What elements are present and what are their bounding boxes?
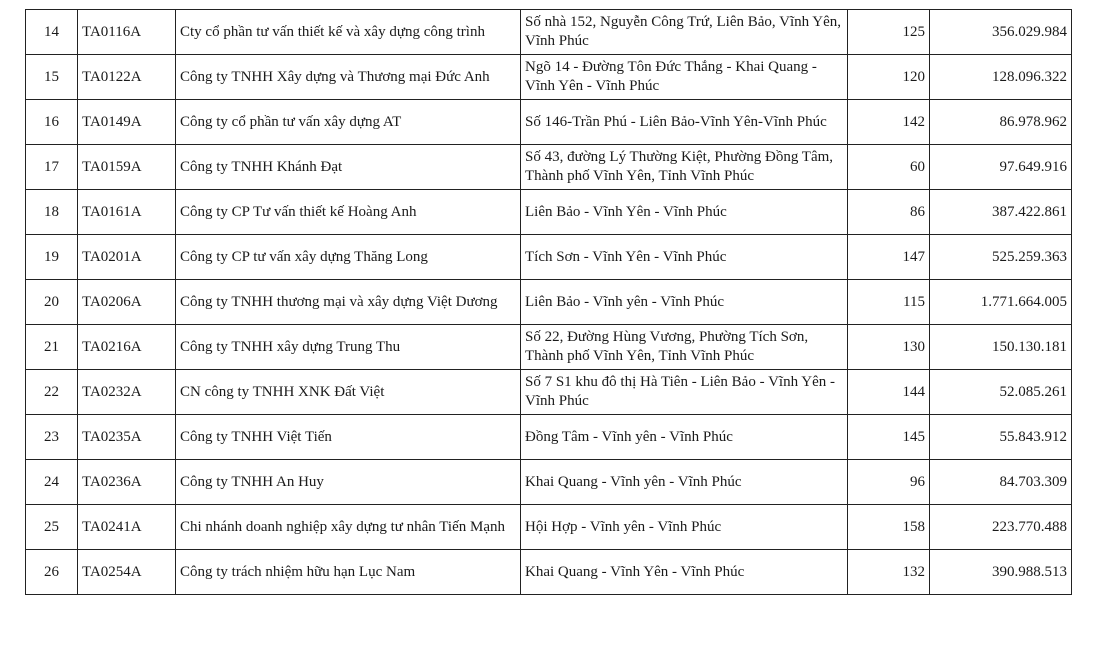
row-number-cell: 24 <box>26 460 78 505</box>
count-cell: 60 <box>848 145 930 190</box>
row-number-cell: 18 <box>26 190 78 235</box>
table-row <box>26 280 1072 325</box>
company-name-cell: Công ty TNHH xây dựng Trung Thu <box>176 325 521 370</box>
amount-cell: 97.649.916 <box>930 145 1072 190</box>
company-name-cell: Công ty TNHH An Huy <box>176 460 521 505</box>
row-number-cell: 16 <box>26 100 78 145</box>
tax-code-cell: TA0159A <box>78 145 176 190</box>
amount-cell: 52.085.261 <box>930 370 1072 415</box>
count-cell: 120 <box>848 55 930 100</box>
company-name-cell: Chi nhánh doanh nghiệp xây dựng tư nhân Tiến Mạnh <box>176 505 521 550</box>
tax-code-cell: TA0201A <box>78 235 176 280</box>
address-cell: Tích Sơn - Vĩnh Yên - Vĩnh Phúc <box>521 235 848 280</box>
row-number-cell: 22 <box>26 370 78 415</box>
table-row <box>26 145 1072 190</box>
address-cell: Liên Bảo - Vĩnh Yên - Vĩnh Phúc <box>521 190 848 235</box>
table-row <box>26 325 1072 370</box>
tax-code-cell: TA0216A <box>78 325 176 370</box>
address-cell: Liên Bảo - Vĩnh yên - Vĩnh Phúc <box>521 280 848 325</box>
row-number-cell: 23 <box>26 415 78 460</box>
count-cell: 130 <box>848 325 930 370</box>
address-cell: Số 146-Trần Phú - Liên Bảo-Vĩnh Yên-Vĩnh Phúc <box>521 100 848 145</box>
company-name-cell: Công ty TNHH thương mại và xây dựng Việt Dương <box>176 280 521 325</box>
table-row <box>26 505 1072 550</box>
count-cell: 115 <box>848 280 930 325</box>
amount-cell: 390.988.513 <box>930 550 1072 595</box>
table-row <box>26 370 1072 415</box>
company-name-cell: CN công ty TNHH XNK Đất Việt <box>176 370 521 415</box>
table-row <box>26 190 1072 235</box>
count-cell: 132 <box>848 550 930 595</box>
tax-code-cell: TA0149A <box>78 100 176 145</box>
amount-cell: 84.703.309 <box>930 460 1072 505</box>
address-cell: Số 7 S1 khu đô thị Hà Tiên - Liên Bảo - Vĩnh Yên - Vĩnh Phúc <box>521 370 848 415</box>
row-number-cell: 15 <box>26 55 78 100</box>
company-name-cell: Công ty trách nhiệm hữu hạn Lục Nam <box>176 550 521 595</box>
table-row <box>26 550 1072 595</box>
amount-cell: 55.843.912 <box>930 415 1072 460</box>
row-number-cell: 25 <box>26 505 78 550</box>
tax-code-cell: TA0236A <box>78 460 176 505</box>
count-cell: 125 <box>848 10 930 55</box>
tax-code-cell: TA0232A <box>78 370 176 415</box>
tax-code-cell: TA0235A <box>78 415 176 460</box>
count-cell: 145 <box>848 415 930 460</box>
company-table <box>25 9 1072 595</box>
company-name-cell: Cty cổ phần tư vấn thiết kế và xây dựng công trình <box>176 10 521 55</box>
table-body <box>26 10 1072 595</box>
table-row <box>26 235 1072 280</box>
address-cell: Số 22, Đường Hùng Vương, Phường Tích Sơn, Thành phố Vĩnh Yên, Tỉnh Vĩnh Phúc <box>521 325 848 370</box>
company-name-cell: Công ty cổ phần tư vấn xây dựng AT <box>176 100 521 145</box>
amount-cell: 387.422.861 <box>930 190 1072 235</box>
row-number-cell: 26 <box>26 550 78 595</box>
row-number-cell: 20 <box>26 280 78 325</box>
address-cell: Hội Hợp - Vĩnh yên - Vĩnh Phúc <box>521 505 848 550</box>
amount-cell: 223.770.488 <box>930 505 1072 550</box>
table-row <box>26 10 1072 55</box>
count-cell: 147 <box>848 235 930 280</box>
company-name-cell: Công ty TNHH Xây dựng và Thương mại Đức Anh <box>176 55 521 100</box>
count-cell: 142 <box>848 100 930 145</box>
tax-code-cell: TA0161A <box>78 190 176 235</box>
address-cell: Đồng Tâm - Vĩnh yên - Vĩnh Phúc <box>521 415 848 460</box>
company-name-cell: Công ty CP Tư vấn thiết kế Hoàng Anh <box>176 190 521 235</box>
table-row <box>26 55 1072 100</box>
tax-code-cell: TA0254A <box>78 550 176 595</box>
table-row <box>26 415 1072 460</box>
row-number-cell: 17 <box>26 145 78 190</box>
row-number-cell: 21 <box>26 325 78 370</box>
tax-code-cell: TA0122A <box>78 55 176 100</box>
tax-code-cell: TA0206A <box>78 280 176 325</box>
amount-cell: 128.096.322 <box>930 55 1072 100</box>
row-number-cell: 14 <box>26 10 78 55</box>
address-cell: Khai Quang - Vĩnh yên - Vĩnh Phúc <box>521 460 848 505</box>
amount-cell: 525.259.363 <box>930 235 1072 280</box>
amount-cell: 86.978.962 <box>930 100 1072 145</box>
table-row <box>26 460 1072 505</box>
count-cell: 144 <box>848 370 930 415</box>
address-cell: Khai Quang - Vĩnh Yên - Vĩnh Phúc <box>521 550 848 595</box>
company-name-cell: Công ty TNHH Khánh Đạt <box>176 145 521 190</box>
row-number-cell: 19 <box>26 235 78 280</box>
amount-cell: 150.130.181 <box>930 325 1072 370</box>
tax-code-cell: TA0116A <box>78 10 176 55</box>
company-name-cell: Công ty CP tư vấn xây dựng Thăng Long <box>176 235 521 280</box>
amount-cell: 356.029.984 <box>930 10 1072 55</box>
company-name-cell: Công ty TNHH Việt Tiến <box>176 415 521 460</box>
address-cell: Số nhà 152, Nguyễn Công Trứ, Liên Bảo, Vĩnh Yên, Vĩnh Phúc <box>521 10 848 55</box>
address-cell: Ngõ 14 - Đường Tôn Đức Thắng - Khai Quang - Vĩnh Yên - Vĩnh Phúc <box>521 55 848 100</box>
tax-code-cell: TA0241A <box>78 505 176 550</box>
address-cell: Số 43, đường Lý Thường Kiệt, Phường Đồng Tâm, Thành phố Vĩnh Yên, Tỉnh Vĩnh Phúc <box>521 145 848 190</box>
count-cell: 86 <box>848 190 930 235</box>
table-row <box>26 100 1072 145</box>
count-cell: 96 <box>848 460 930 505</box>
count-cell: 158 <box>848 505 930 550</box>
amount-cell: 1.771.664.005 <box>930 280 1072 325</box>
